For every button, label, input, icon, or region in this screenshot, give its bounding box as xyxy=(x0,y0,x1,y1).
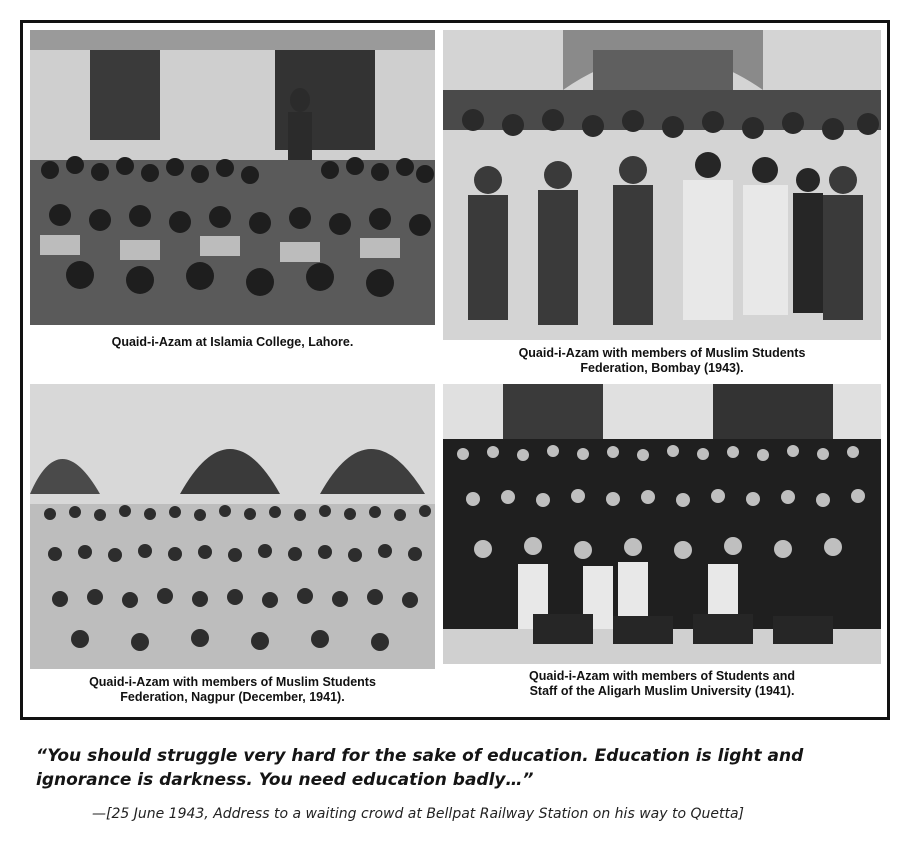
quote-attribution: —[25 June 1943, Address to a waiting crowd at Bellpat Railway Station on his way to Quetta] xyxy=(92,806,744,822)
caption-line: Quaid-i-Azam with members of Muslim Students xyxy=(518,346,806,360)
photo-collage-frame xyxy=(20,20,890,720)
caption-line: Quaid-i-Azam with members of Students and xyxy=(529,669,795,683)
caption-line: Federation, Bombay (1943). xyxy=(580,361,744,375)
caption-line: Staff of the Aligarh Muslim University (1941). xyxy=(529,684,795,698)
caption-line: Federation, Nagpur (December, 1941). xyxy=(120,690,345,704)
panel-islamia-college xyxy=(30,30,435,382)
panel-nagpur-federation xyxy=(30,384,435,712)
caption-line: Quaid-i-Azam at Islamia College, Lahore. xyxy=(111,335,354,349)
caption-aligarh-university xyxy=(443,669,881,699)
panel-bombay-federation xyxy=(443,30,881,382)
photo-nagpur-federation xyxy=(30,384,435,669)
caption-bombay-federation xyxy=(443,346,881,376)
quote-line: ignorance is darkness. You need education badly…” xyxy=(36,770,534,790)
photo-islamia-college xyxy=(30,30,435,325)
photo-aligarh-university xyxy=(443,384,881,664)
caption-islamia-college xyxy=(30,335,435,350)
caption-nagpur-federation xyxy=(30,675,435,705)
panel-aligarh-university xyxy=(443,384,881,712)
quote-line: “You should struggle very hard for the sake of education. Education is light and xyxy=(36,746,804,766)
education-quote xyxy=(36,744,886,792)
photo-bombay-federation xyxy=(443,30,881,340)
caption-line: Quaid-i-Azam with members of Muslim Students xyxy=(89,675,376,689)
